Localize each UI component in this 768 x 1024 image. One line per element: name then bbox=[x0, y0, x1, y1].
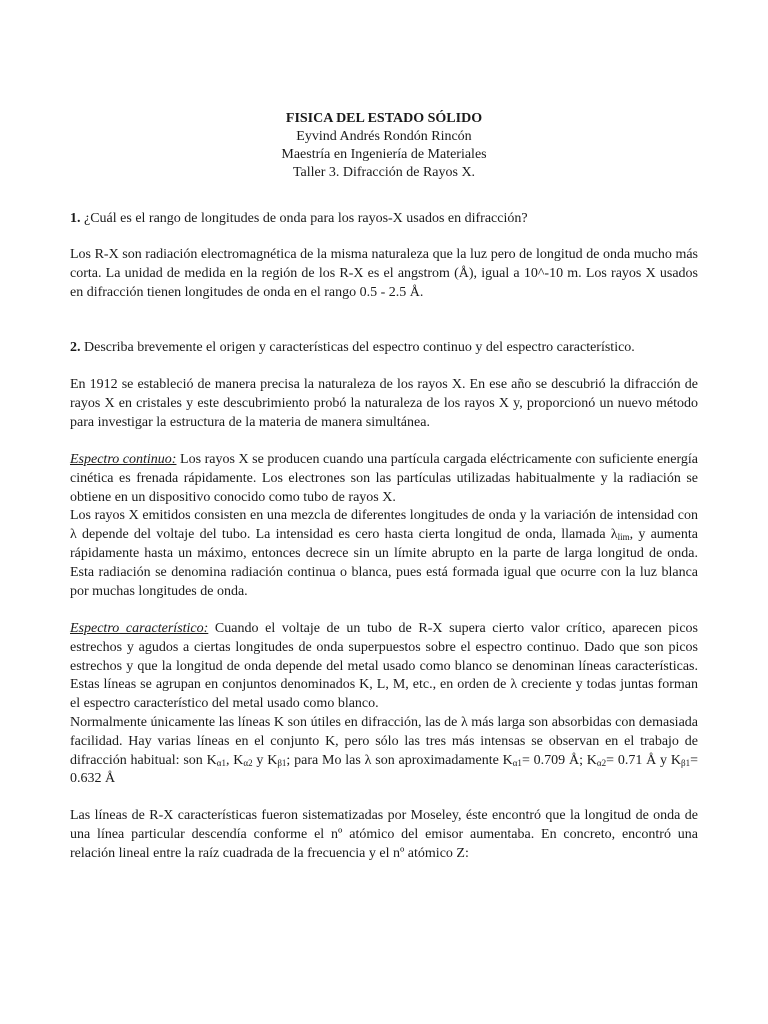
k-beta1-subscript: β1 bbox=[277, 757, 287, 768]
k-lines-text-b: ; para Mo las λ son aproximadamente K bbox=[286, 752, 513, 768]
author-name: Eyvind Andrés Rondón Rincón bbox=[296, 129, 472, 144]
characteristic-spectrum-text: Cuando el voltaje de un tubo de R-X supera cierto valor crítico, aparecen picos estrechos y agudos a ciertas longitudes de onda superpuestos sobre el espectro continuo. Dado que son picos estrechos y que la longitud de onda depende del metal usado como blanco se denominan líneas características. Estas líneas se agrupan en conjuntos denominados K, L, M, etc., en orden de λ creciente y todas juntas forman el espectro característico del metal usado como blanco. bbox=[70, 621, 698, 712]
question-2-text: Describa brevemente el origen y características del espectro continuo y del espectro característico. bbox=[80, 340, 635, 355]
k-sep-1: , K bbox=[225, 752, 244, 768]
continuous-spectrum-section bbox=[70, 451, 698, 601]
program-name: Maestría en Ingeniería de Materiales bbox=[281, 147, 487, 162]
question-1 bbox=[70, 210, 698, 229]
characteristic-spectrum-label: Espectro característico: bbox=[70, 621, 209, 636]
question-2-number: 2. bbox=[70, 340, 81, 355]
continuous-text-a: Los rayos X emitidos consisten en una mezcla de diferentes longitudes de onda y la variación de intensidad con λ depende del voltaje del tubo. La intensidad es cero hasta cierta longitud de onda, llamada λ bbox=[70, 508, 698, 543]
mo-k-alpha1-subscript: α1 bbox=[512, 757, 522, 768]
mo-k-beta1-subscript: β1 bbox=[680, 757, 691, 768]
answer-2-intro-text: En 1912 se estableció de manera precisa la naturaleza de los rayos X. En ese año se descubrió la difracción de rayos X en cristales y este descubrimiento probó la naturaleza de los rayos X y, proporcionó un nuevo método para investigar la estructura de la materia de manera simultánea. bbox=[70, 377, 698, 430]
continuous-spectrum-text: Los rayos X se producen cuando una partícula cargada eléctricamente con suficiente energía cinética es frenada rápidamente. Los electrones son las partículas utilizadas habitualmente y la radiación se obtiene en un dispositivo conocido como tubo de rayos X. bbox=[70, 452, 699, 505]
k-alpha1-subscript: α1 bbox=[216, 757, 226, 768]
mo-value-3: = 0.632 Å bbox=[70, 752, 698, 787]
document-header bbox=[0, 110, 768, 182]
k-lines-text-a: Normalmente únicamente las líneas K son útiles en difracción, las de λ más larga son absorbidas con demasiada facilidad. Hay varias líneas en el conjunto K, pero sólo las tres más intensas se observan en el trabajo de difracción habitual: son K bbox=[70, 714, 698, 768]
document-title: FISICA DEL ESTADO SÓLIDO bbox=[285, 111, 483, 126]
continuous-text-b: , y aumenta rápidamente hasta un máximo, entonces decrece sin un límite abrupto en la parte de larga longitud de onda. Esta radiación se denomina radiación continua o blanca, pues está formada igual que ocurre con la luz blanca por muchas longitudes de onda. bbox=[70, 527, 698, 599]
continuous-spectrum-paragraph-2 bbox=[70, 507, 698, 601]
mo-k-alpha2-subscript: α2 bbox=[596, 757, 607, 768]
question-1-text: ¿Cuál es el rango de longitudes de onda para los rayos-X usados en difracción? bbox=[80, 211, 528, 226]
k-sep-2: y K bbox=[252, 752, 278, 768]
question-2 bbox=[70, 339, 698, 358]
question-1-number: 1. bbox=[70, 211, 81, 226]
moseley-text: Las líneas de R-X características fueron sistematizadas por Moseley, éste encontró que la longitud de onda de una línea particular descendía conforme el nº atómico del emisor aumentaba. En concreto, encontró una relación lineal entre la raíz cuadrada de la frecuencia y el nº atómico Z: bbox=[70, 808, 698, 861]
lambda-lim-subscript: lim bbox=[617, 532, 630, 543]
answer-1-text: Los R-X son radiación electromagnética de la misma naturaleza que la luz pero de longitud de onda mucho más corta. La unidad de medida en la región de los R-X es el angstrom (Å), igual a 10^-10 m. Los rayos X usados en difracción tienen longitudes de onda en el rango 0.5 - 2.5 Å. bbox=[70, 247, 698, 300]
moseley-section bbox=[70, 807, 698, 863]
workshop-title: Taller 3. Difracción de Rayos X. bbox=[292, 165, 476, 180]
characteristic-spectrum-section bbox=[70, 620, 698, 789]
answer-1 bbox=[70, 246, 698, 302]
mo-value-2: = 0.71 Å y K bbox=[606, 752, 681, 768]
answer-2-intro bbox=[70, 376, 698, 432]
characteristic-spectrum-paragraph-2 bbox=[70, 714, 698, 789]
continuous-spectrum-label: Espectro continuo: bbox=[70, 452, 177, 467]
mo-value-1: = 0.709 Å; K bbox=[521, 752, 597, 768]
k-alpha2-subscript: α2 bbox=[243, 757, 253, 768]
